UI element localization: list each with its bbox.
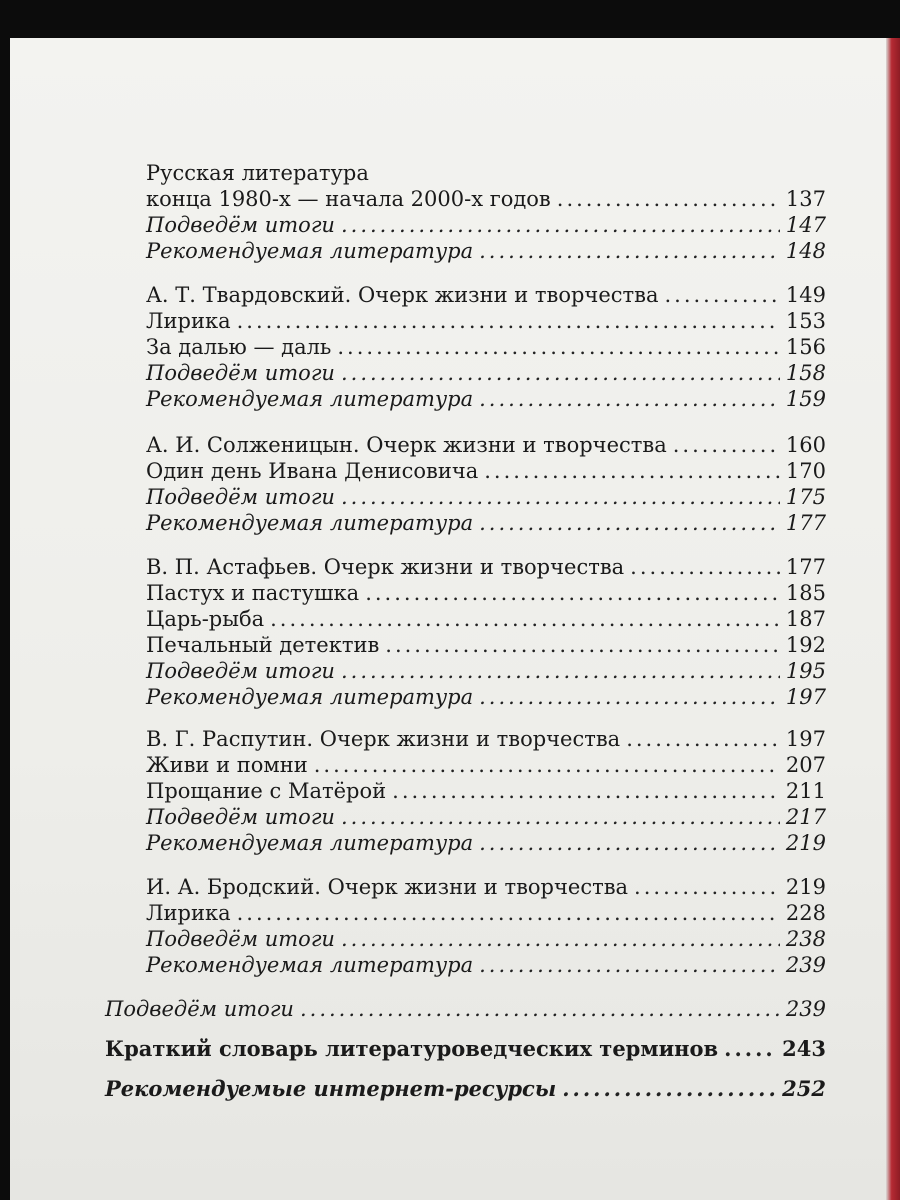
page-number: 147 [785, 213, 826, 237]
page-number: 195 [785, 659, 826, 683]
page-number: 158 [785, 361, 826, 385]
toc-entry: Лирика ..... 228 [146, 900, 826, 926]
toc-entry: Живи и помни ..... 207 [146, 752, 826, 778]
page-number: 239 [785, 997, 826, 1021]
toc-entry: В. Г. Распутин. Очерк жизни и творчества ..... 197 [146, 726, 826, 752]
toc-entry: Подведём итоги ..... 238 [146, 926, 826, 952]
toc-entry-top: Подведём итоги ..... 239 [105, 996, 826, 1022]
section-heading-line: Русская литература [146, 161, 369, 185]
page-number: 156 [785, 335, 826, 359]
toc-entry: Подведём итоги ..... 158 [146, 360, 826, 386]
toc-entry: Рекомендуемая литература ..... 197 [146, 684, 826, 710]
toc-entry-top: Рекомендуемые интернет-ресурсы ..... 252 [105, 1076, 826, 1102]
page-number: 177 [785, 511, 826, 535]
page-number: 170 [785, 459, 826, 483]
page-number: 153 [785, 309, 826, 333]
page-number: 160 [785, 433, 826, 457]
toc-entry: конца 1980-х — начала 2000-х годов ..... 137 [146, 186, 826, 212]
page-number: 252 [782, 1076, 826, 1101]
toc-entry: Один день Ивана Денисовича ..... 170 [146, 458, 826, 484]
page-number: 177 [785, 555, 826, 579]
page-number: 197 [785, 685, 826, 709]
page-number: 159 [785, 387, 826, 411]
page-number: 187 [785, 607, 826, 631]
toc-entry: Прощание с Матёрой ..... 211 [146, 778, 826, 804]
toc-entry: Подведём итоги ..... 217 [146, 804, 826, 830]
book-cover-edge [886, 38, 900, 1200]
page-number: 185 [785, 581, 826, 605]
toc-entry: Рекомендуемая литература ..... 148 [146, 238, 826, 264]
page-number: 243 [782, 1036, 826, 1061]
page-number: 175 [785, 485, 826, 509]
toc-entry: И. А. Бродский. Очерк жизни и творчества ..... 219 [146, 874, 826, 900]
page-number: 211 [785, 779, 826, 803]
toc-entry: Пастух и пастушка ..... 185 [146, 580, 826, 606]
page-number: 197 [785, 727, 826, 751]
page-number: 238 [785, 927, 826, 951]
page-number: 148 [785, 239, 826, 263]
toc-entry: А. И. Солженицын. Очерк жизни и творчества ..... 160 [146, 432, 826, 458]
page-number: 219 [785, 831, 826, 855]
page-number: 219 [785, 875, 826, 899]
book-page [10, 38, 886, 1200]
toc-entry: Подведём итоги ..... 195 [146, 658, 826, 684]
toc-entry-top: Краткий словарь литературоведческих терминов ..... 243 [105, 1036, 826, 1062]
toc-entry: А. Т. Твардовский. Очерк жизни и творчества ..... 149 [146, 282, 826, 308]
toc-entry: За далью — даль ..... 156 [146, 334, 826, 360]
toc-entry: Рекомендуемая литература ..... 219 [146, 830, 826, 856]
table-of-contents [10, 38, 886, 1200]
toc-entry: Печальный детектив ..... 192 [146, 632, 826, 658]
page-number: 217 [785, 805, 826, 829]
page-number: 239 [785, 953, 826, 977]
toc-entry: Подведём итоги ..... 147 [146, 212, 826, 238]
toc-entry: Подведём итоги ..... 175 [146, 484, 826, 510]
toc-entry: Царь-рыба ..... 187 [146, 606, 826, 632]
toc-entry: Лирика ..... 153 [146, 308, 826, 334]
page-number: 137 [785, 187, 826, 211]
toc-entry: Рекомендуемая литература ..... 159 [146, 386, 826, 412]
toc-entry: Рекомендуемая литература ..... 177 [146, 510, 826, 536]
page-number: 228 [785, 901, 826, 925]
page-number: 149 [785, 283, 826, 307]
toc-entry: В. П. Астафьев. Очерк жизни и творчества ..... 177 [146, 554, 826, 580]
page-number: 192 [785, 633, 826, 657]
page-number: 207 [785, 753, 826, 777]
toc-entry: Рекомендуемая литература ..... 239 [146, 952, 826, 978]
